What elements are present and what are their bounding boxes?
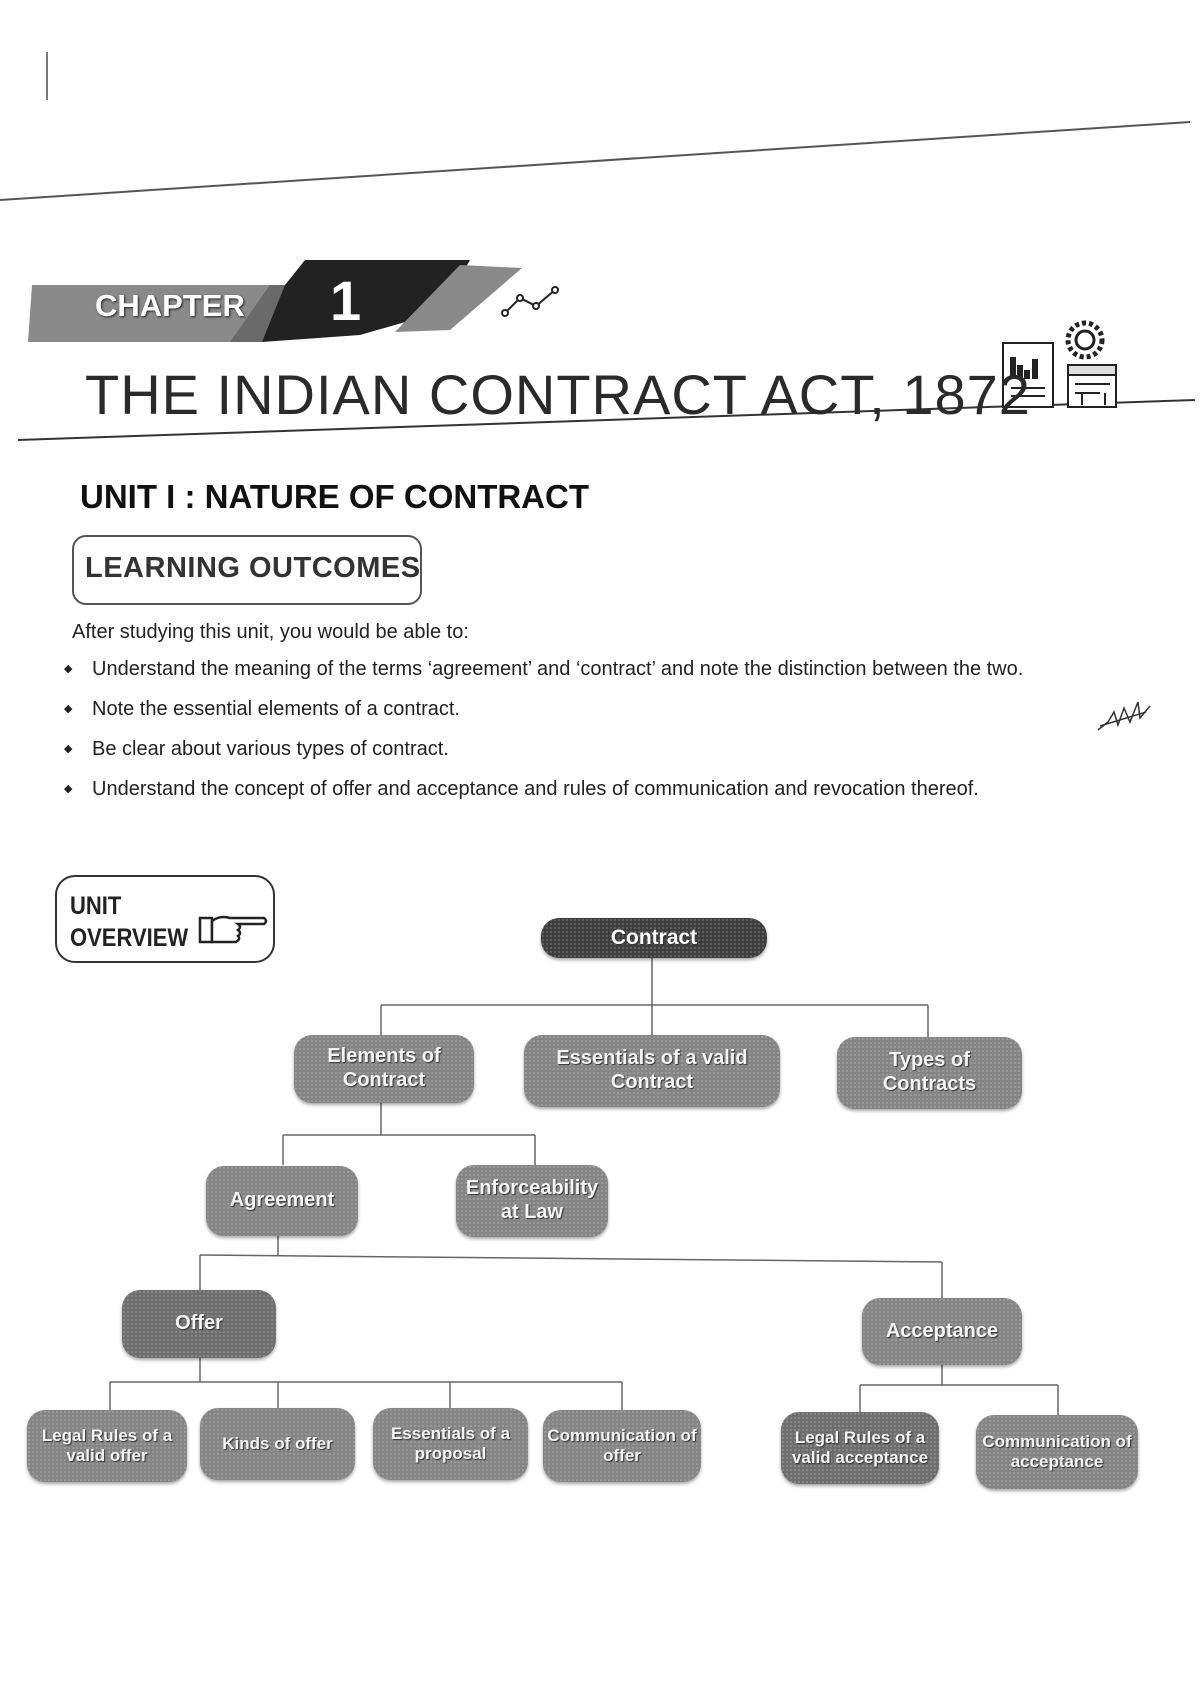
tree-node-contract: Contract [541, 918, 767, 958]
tree-node-essentials-of-valid-contract: Essentials of a valid Contract [524, 1035, 780, 1107]
top-rule [0, 122, 1190, 200]
list-item: ◆ Note the essential elements of a contract. [62, 694, 1137, 724]
unit-overview-label: OVERVIEW [70, 924, 189, 952]
line-trend-icon [502, 287, 558, 316]
tree-node-legal-rules-valid-offer: Legal Rules of a valid offer [27, 1410, 187, 1482]
pointing-hand-icon [198, 912, 270, 948]
tree-node-enforceability-at-law: Enforceability at Law [456, 1165, 608, 1237]
unit-overview-label: UNIT [70, 892, 122, 920]
tree-node-types-of-contracts: Types of Contracts [837, 1037, 1022, 1109]
list-item: ◆ Understand the concept of offer and acceptance and rules of communication and revocation thereof. [62, 774, 1137, 804]
tree-node-offer: Offer [122, 1290, 276, 1358]
list-item: ◆ Understand the meaning of the terms ‘agreement’ and ‘contract’ and note the distinction between the two. [62, 654, 1137, 684]
learning-outcomes-intro: After studying this unit, you would be able to: [72, 621, 469, 643]
tree-node-kinds-of-offer: Kinds of offer [200, 1408, 355, 1480]
unit-heading: UNIT I : NATURE OF CONTRACT [80, 478, 590, 515]
chapter-label: CHAPTER [95, 288, 245, 323]
page-title: THE INDIAN CONTRACT ACT, 1872 [85, 363, 1031, 426]
learning-outcomes-list [62, 654, 1137, 814]
tree-node-communication-of-acceptance: Communication of acceptance [976, 1415, 1138, 1489]
tree-node-elements-of-contract: Elements of Contract [294, 1035, 474, 1103]
form-document-icon [1068, 365, 1116, 407]
tree-node-acceptance: Acceptance [862, 1298, 1022, 1365]
tree-node-communication-of-offer: Communication of offer [543, 1410, 701, 1482]
chapter-number: 1 [330, 269, 362, 332]
gear-icon [1068, 323, 1102, 357]
tree-node-agreement: Agreement [206, 1166, 358, 1236]
tree-node-legal-rules-valid-acceptance: Legal Rules of a valid acceptance [781, 1412, 939, 1484]
learning-outcomes-heading: LEARNING OUTCOMES [85, 552, 421, 584]
tree-node-essentials-of-proposal: Essentials of a proposal [373, 1408, 528, 1480]
list-item: ◆ Be clear about various types of contract. [62, 734, 1137, 764]
